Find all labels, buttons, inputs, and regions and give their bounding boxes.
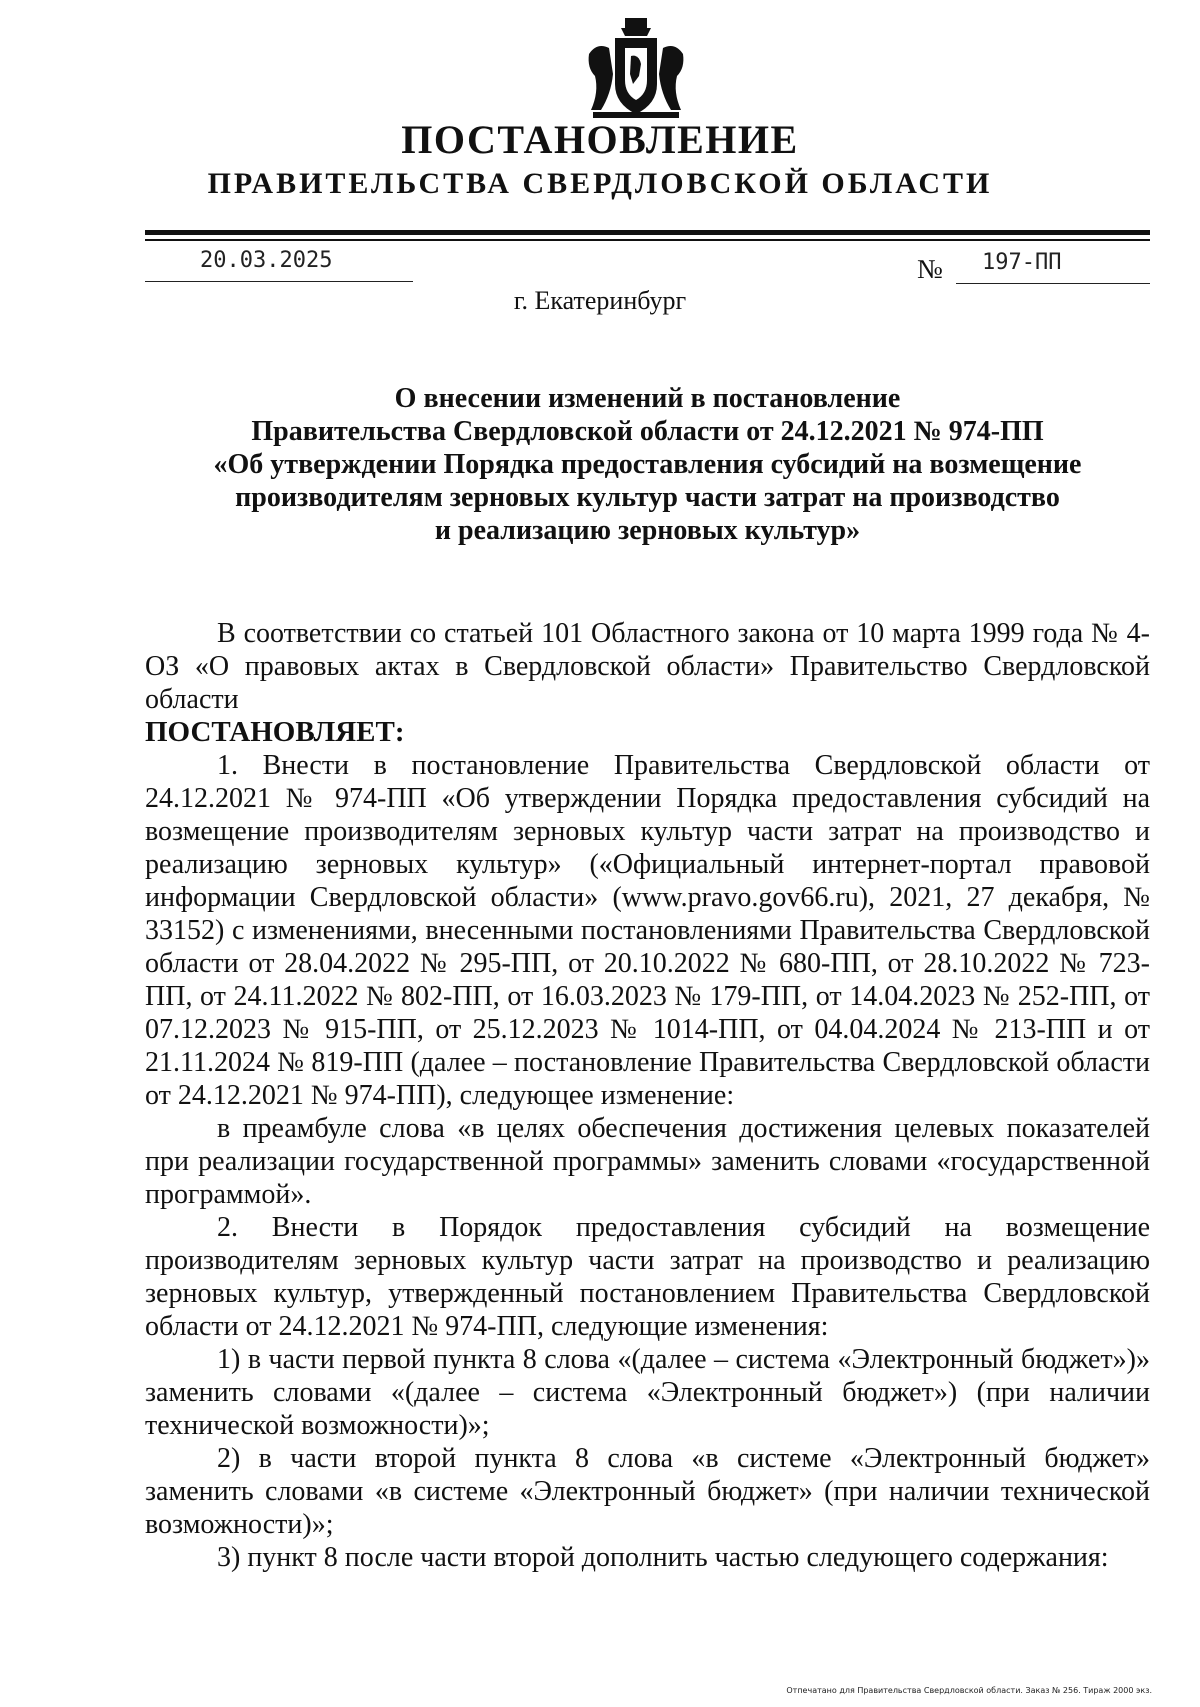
heading-line: и реализацию зерновых культур» bbox=[434, 515, 861, 546]
heading-line: Правительства Свердловской области от 24.12.2021 № 974-ПП bbox=[251, 416, 1044, 447]
heading-line: производителям зерновых культур части затрат на производство bbox=[235, 482, 1060, 513]
document-type-title: ПОСТАНОВЛЕНИЕ bbox=[401, 117, 799, 162]
number-underline bbox=[956, 283, 1150, 284]
print-note: Отпечатано для Правительства Свердловской области. Заказ № 256. Тираж 2000 экз. bbox=[786, 1686, 1152, 1695]
coat-of-arms-icon bbox=[581, 14, 691, 124]
document-date: 20.03.2025 bbox=[200, 248, 333, 273]
document-number: 197-ПП bbox=[982, 250, 1062, 275]
body-paragraph: 2) в части второй пункта 8 слова «в системе «Электронный бюджет» заменить словами «в системе «Электронный бюджет» (при наличии технической возможности)»; bbox=[145, 1443, 1150, 1540]
body-paragraph: 3) пункт 8 после части второй дополнить частью следующего содержания: bbox=[217, 1542, 1109, 1573]
body-paragraph: 2. Внести в Порядок предоставления субсидий на возмещение производителям зерновых культур части затрат на производство и реализацию зерновых культур, утвержденный постановлением Правительства Свердловской области от 24.12.2021 № 974-ПП, следующие изменения: bbox=[145, 1212, 1150, 1342]
document-body bbox=[145, 617, 1150, 1574]
header-divider-thick bbox=[145, 230, 1150, 235]
preamble-paragraph: В соответствии со статьей 101 Областного закона от 10 марта 1999 года № 4-ОЗ «О правовых актах в Свердловской области» Правительство Свердловской области bbox=[145, 618, 1150, 715]
body-paragraph: 1) в части первой пункта 8 слова «(далее – система «Электронный бюджет»)» заменить словами «(далее – система «Электронный бюджет») (при наличии технической возможности)»; bbox=[145, 1344, 1150, 1441]
decree-word: ПОСТАНОВЛЯЕТ: bbox=[145, 716, 405, 748]
body-paragraph: 1. Внести в постановление Правительства Свердловской области от 24.12.2021 № 974-ПП «Об утверждении Порядка предоставления субсидий на возмещение производителям зерновых культур части затрат на производство и реализацию зерновых культур» («Официальный интернет-портал правовой информации Свердловской области» (www.pravo.gov66.ru), 2021, 27 декабря, № 33152) с изменениями, внесенными постановлениями Правительства Свердловской области от 28.04.2022 № 295-ПП, от 20.10.2022 № 680-ПП, от 28.10.2022 № 723-ПП, от 24.11.2022 № 802-ПП, от 16.03.2023 № 179-ПП, от 14.04.2023 № 252-ПП, от 07.12.2023 № 915-ПП, от 25.12.2023 № 1014-ПП, от 04.04.2024 № 213-ПП и от 21.11.2024 № 819-ПП (далее – постановление Правительства Свердловской области от 24.12.2021 № 974-ПП), следующее изменение: bbox=[145, 750, 1150, 1111]
body-paragraph: в преамбуле слова «в целях обеспечения достижения целевых показателей при реализации государственной программы» заменить словами «государственной программой». bbox=[145, 1113, 1150, 1210]
issuing-authority-title: ПРАВИТЕЛЬСТВА СВЕРДЛОВСКОЙ ОБЛАСТИ bbox=[207, 167, 993, 200]
heading-line: «Об утверждении Порядка предоставления субсидий на возмещение bbox=[213, 449, 1082, 480]
document-heading bbox=[145, 382, 1150, 547]
heading-line: О внесении изменений в постановление bbox=[394, 383, 901, 414]
number-sign: № bbox=[917, 254, 943, 284]
issue-city: г. Екатеринбург bbox=[513, 286, 687, 315]
header-divider-thin bbox=[145, 239, 1150, 241]
date-underline bbox=[145, 281, 413, 282]
